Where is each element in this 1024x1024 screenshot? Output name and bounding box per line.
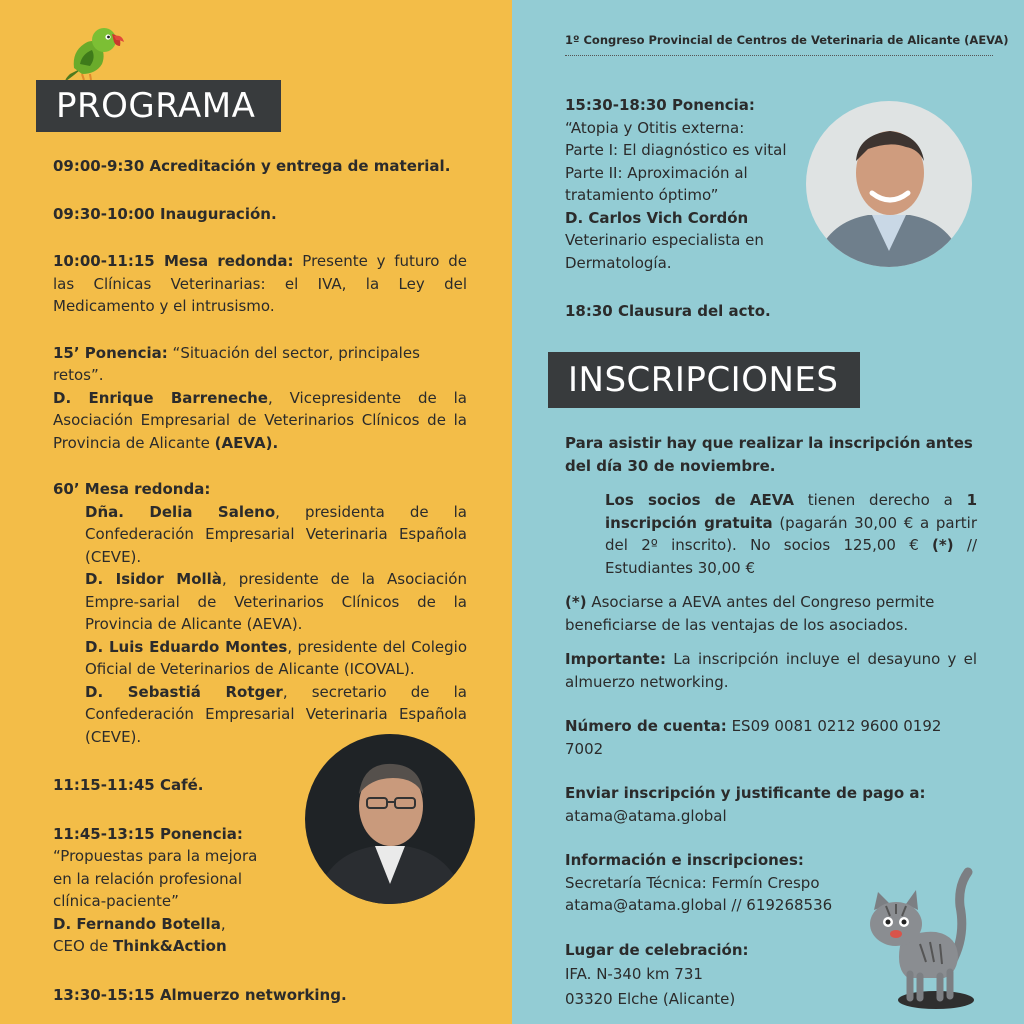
speaker-vich-role: Dermatología. xyxy=(565,253,672,272)
parrot-illustration xyxy=(62,24,128,82)
slot-round-table-60: 60’ Mesa redonda: xyxy=(53,480,211,498)
slot-closing: 18:30 Clausura del acto. xyxy=(565,302,771,320)
talk-title-line: tratamiento óptimo” xyxy=(565,186,719,204)
panel-member: Dña. Delia Saleno, presidenta de la Confederación Empresarial Veterinaria Española (CEVE). xyxy=(85,502,467,566)
talk-title-line: Parte I: El diagnóstico es vital xyxy=(565,141,787,159)
slot-coffee: 11:15-11:45 Café. xyxy=(53,776,204,794)
cat-illustration xyxy=(860,866,980,1011)
venue-address: IFA. N-340 km 731 xyxy=(565,965,703,983)
venue-label: Lugar de celebración: xyxy=(565,940,749,959)
speaker-botella-role: CEO de Think&Action xyxy=(53,937,227,955)
important-note: Importante: La inscripción incluye el desayuno y el almuerzo networking. xyxy=(565,650,977,691)
slot-talk-vich: 15:30-18:30 Ponencia: xyxy=(565,96,755,114)
congress-header: 1º Congreso Provincial de Centros de Veterinaria de Alicante (AEVA) xyxy=(565,33,1009,47)
speaker-barreneche: D. Enrique Barreneche, Vicepresidente de la Asociación Empresarial de Veterinarios Clínicos de la Provincia de Alicante (AEVA). xyxy=(53,388,467,452)
programa-banner: PROGRAMA xyxy=(36,80,281,132)
slot-lunch: 13:30-15:15 Almuerzo networking. xyxy=(53,985,347,1004)
info-secretary: Secretaría Técnica: Fermín Crespo xyxy=(565,873,820,892)
inscripciones-banner: INSCRIPCIONES xyxy=(548,352,860,408)
venue-city: 03320 Elche (Alicante) xyxy=(565,989,736,1008)
info-label: Información e inscripciones: xyxy=(565,851,804,869)
talk-title-line: Parte II: Aproximación al xyxy=(565,163,748,182)
bank-account: Número de cuenta: ES09 0081 0212 9600 0192 7002 xyxy=(565,717,942,758)
panel-member: D. Isidor Mollà, presidente de la Asociación Empre-sarial de Veterinarios Clínicos de la Provincia de Alicante (AEVA). xyxy=(85,570,467,633)
speaker-photo-botella xyxy=(305,734,475,904)
talk-title-line: “Atopia y Otitis externa: xyxy=(565,118,745,137)
panel-member: D. Sebastiá Rotger, secretario de la Confederación Empresarial Veterinaria Española (CEVE). xyxy=(85,682,467,746)
slot-talk-15: 15’ Ponencia: “Situación del sector, principales retos”. xyxy=(53,343,420,384)
speaker-photo-vich xyxy=(806,101,972,267)
slot-accreditation: 09:00-9:30 Acreditación y entrega de material. xyxy=(53,157,451,175)
panel-member: D. Luis Eduardo Montes, presidente del Colegio Oficial de Veterinarios de Alicante (ICOVAL). xyxy=(85,637,467,678)
header-divider xyxy=(565,55,993,56)
membership-pricing: Los socios de AEVA tienen derecho a 1 inscripción gratuita (pagarán 30,00 € a partir del 2º inscrito). No socios 125,00 € (*) // Estudiantes 30,00 € xyxy=(605,491,977,577)
slot-talk-botella: 11:45-13:15 Ponencia: xyxy=(53,824,243,843)
speaker-botella: D. Fernando Botella, xyxy=(53,914,226,933)
membership-note: (*) Asociarse a AEVA antes del Congreso permite beneficiarse de las ventajas de los asociados. xyxy=(565,593,935,634)
send-label: Enviar inscripción y justificante de pago a: xyxy=(565,784,926,802)
talk-title-line: en la relación profesional xyxy=(53,869,242,888)
slot-inauguration: 09:30-10:00 Inauguración. xyxy=(53,204,277,223)
speaker-vich: D. Carlos Vich Cordón xyxy=(565,208,749,227)
talk-vich xyxy=(565,94,795,323)
info-contact: atama@atama.global // 619268536 xyxy=(565,896,833,914)
slot-round-table: 10:00-11:15 Mesa redonda: Presente y futuro de las Clínicas Veterinarias: el IVA, la Ley del Medicamento y el intrusismo. xyxy=(53,252,467,315)
registration-intro: Para asistir hay que realizar la inscripción antes del día 30 de noviembre. xyxy=(565,434,973,475)
panel-list xyxy=(53,501,467,749)
talk-title-line: clínica-paciente” xyxy=(53,892,179,910)
speaker-vich-role: Veterinario especialista en xyxy=(565,231,764,249)
send-email: atama@atama.global xyxy=(565,806,727,825)
talk-title-line: “Propuestas para la mejora xyxy=(53,847,258,865)
